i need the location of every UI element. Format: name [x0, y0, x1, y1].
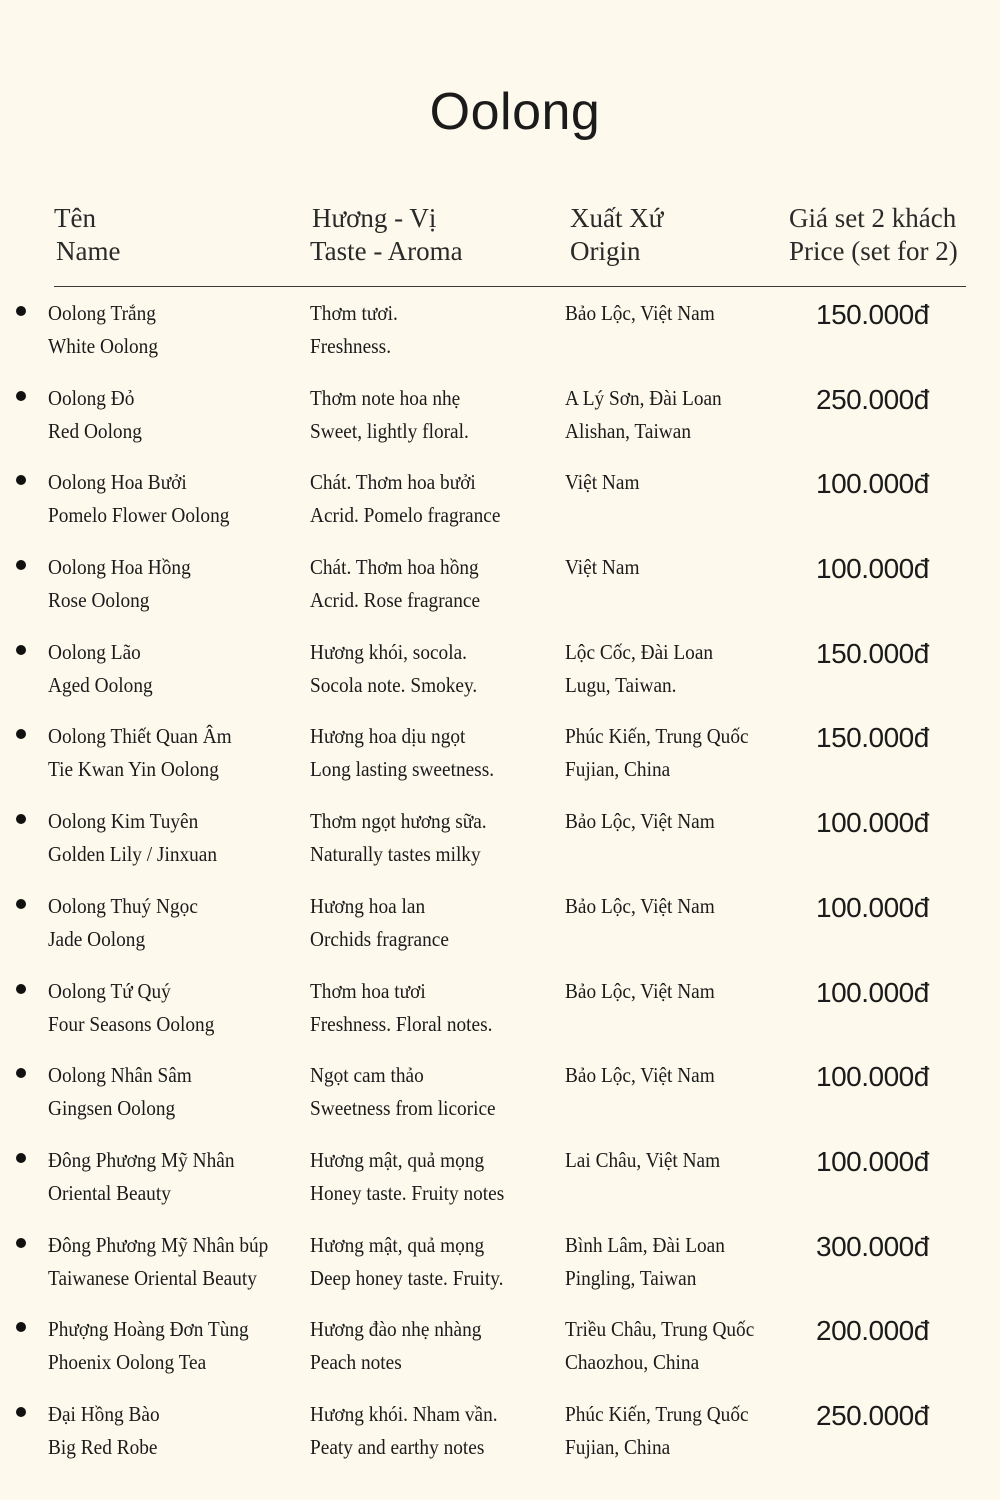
item-origin-vi: Bảo Lộc, Việt Nam — [565, 893, 715, 918]
item-name-vi: Oolong Trắng — [48, 301, 156, 325]
item-origin — [565, 1059, 715, 1092]
menu-item — [0, 1059, 1000, 1144]
item-name-vi: Oolong Kim Tuyên — [48, 809, 199, 834]
item-origin — [565, 805, 715, 838]
item-origin-vi: A Lý Sơn, Đài Loan — [565, 385, 722, 410]
item-taste — [310, 1313, 481, 1379]
item-price: 150.000đ — [816, 299, 929, 330]
item-name-en: Pomelo Flower Oolong — [48, 503, 230, 528]
item-taste — [310, 805, 487, 871]
item-name-en: Red Oolong — [48, 418, 142, 443]
header-divider — [54, 286, 966, 287]
bullet-icon — [16, 729, 26, 739]
item-origin-vi: Bảo Lộc, Việt Nam — [565, 1063, 715, 1088]
item-taste — [310, 551, 480, 617]
header-origin — [570, 202, 663, 268]
item-name — [48, 805, 217, 871]
bullet-icon — [16, 645, 26, 655]
item-name — [48, 382, 142, 448]
item-taste — [310, 890, 449, 956]
menu-item — [0, 551, 1000, 636]
item-taste-vi: Thơm note hoa nhẹ — [310, 385, 461, 410]
item-taste-en: Long lasting sweetness. — [310, 757, 495, 782]
bullet-icon — [16, 1153, 26, 1163]
item-origin — [565, 1144, 720, 1177]
item-name-vi: Đông Phương Mỹ Nhân — [48, 1147, 235, 1172]
header-taste — [312, 202, 463, 268]
item-origin — [565, 382, 722, 448]
item-taste-vi: Hương mật, quả mọng — [310, 1147, 485, 1172]
menu-item — [0, 297, 1000, 382]
menu-item — [0, 975, 1000, 1060]
header-origin-vi: Xuất Xứ — [570, 203, 664, 233]
bullet-icon — [16, 1322, 26, 1332]
item-name-vi: Đông Phương Mỹ Nhân búp — [48, 1232, 269, 1257]
item-name-en: Oriental Beauty — [48, 1180, 171, 1205]
item-name — [48, 1398, 160, 1464]
item-taste-en: Deep honey taste. Fruity. — [310, 1265, 504, 1290]
item-origin — [565, 975, 715, 1008]
menu-item — [0, 890, 1000, 975]
item-taste — [310, 975, 492, 1041]
item-taste-en: Peaty and earthy notes — [310, 1434, 485, 1459]
item-price: 200.000đ — [816, 1315, 929, 1347]
item-name-vi: Oolong Lão — [48, 639, 141, 664]
item-origin-vi: Phúc Kiến, Trung Quốc — [565, 1401, 749, 1426]
item-price: 100.000đ — [816, 553, 929, 585]
item-name-en: Big Red Robe — [48, 1434, 158, 1459]
item-name-en: Rose Oolong — [48, 588, 150, 613]
page-title: Oolong — [429, 83, 601, 141]
bullet-icon — [16, 1238, 26, 1248]
item-price: 100.000đ — [816, 976, 929, 1008]
bullet-icon — [16, 560, 26, 570]
item-name-en: Taiwanese Oriental Beauty — [48, 1265, 257, 1290]
header-name — [54, 202, 120, 268]
item-taste-vi: Chát. Thơm hoa bưởi — [310, 470, 476, 495]
item-taste-vi: Thơm hoa tươi — [310, 978, 426, 1003]
item-price: 150.000đ — [816, 722, 929, 754]
item-name-vi: Oolong Hoa Hồng — [48, 555, 191, 580]
item-origin-en: Lugu, Taiwan. — [565, 672, 677, 697]
item-name — [48, 975, 214, 1041]
item-origin — [565, 551, 639, 584]
item-price: 100.000đ — [816, 1061, 929, 1093]
menu-item — [0, 1229, 1000, 1314]
item-name — [48, 720, 232, 786]
item-origin-en: Fujian, China — [565, 1434, 671, 1459]
header-name-vi: Tên — [54, 203, 96, 233]
item-taste-en: Freshness. — [310, 334, 392, 358]
item-name-vi: Oolong Nhân Sâm — [48, 1063, 192, 1088]
menu-item — [0, 720, 1000, 805]
item-origin-en: Alishan, Taiwan — [565, 418, 691, 443]
header-origin-en: Origin — [570, 236, 641, 266]
item-price: 100.000đ — [816, 807, 929, 839]
item-taste — [310, 1059, 496, 1125]
item-taste-en: Acrid. Pomelo fragrance — [310, 503, 501, 528]
item-taste-vi: Ngọt cam thảo — [310, 1063, 424, 1088]
item-origin-en: Pingling, Taiwan — [565, 1265, 697, 1290]
item-origin — [565, 1229, 725, 1295]
item-name-vi: Oolong Tứ Quý — [48, 978, 171, 1003]
header-name-en: Name — [56, 236, 121, 266]
item-name-en: White Oolong — [48, 334, 158, 358]
menu-item — [0, 636, 1000, 721]
item-taste-en: Acrid. Rose fragrance — [310, 588, 481, 613]
item-name-vi: Oolong Thuý Ngọc — [48, 893, 198, 918]
item-taste-vi: Hương hoa lan — [310, 893, 426, 918]
item-taste-en: Freshness. Floral notes. — [310, 1011, 493, 1036]
item-taste-vi: Hương hoa dịu ngọt — [310, 724, 466, 749]
item-origin-vi: Bình Lâm, Đài Loan — [565, 1232, 725, 1257]
item-taste-en: Peach notes — [310, 1350, 402, 1375]
bullet-icon — [16, 475, 26, 485]
item-origin-en: Chaozhou, China — [565, 1350, 700, 1375]
item-taste-en: Orchids fragrance — [310, 926, 449, 951]
item-taste-vi: Hương mật, quả mọng — [310, 1232, 485, 1257]
bullet-icon — [16, 1068, 26, 1078]
item-name-vi: Đại Hồng Bào — [48, 1401, 160, 1426]
item-price: 250.000đ — [816, 383, 929, 415]
item-name — [48, 890, 198, 956]
item-taste-vi: Thơm ngọt hương sữa. — [310, 809, 487, 834]
item-name-en: Four Seasons Oolong — [48, 1011, 215, 1036]
item-name — [48, 1144, 235, 1210]
bullet-icon — [16, 1407, 26, 1417]
item-price: 250.000đ — [816, 1399, 929, 1431]
item-taste-vi: Hương đào nhẹ nhàng — [310, 1317, 482, 1342]
item-origin-vi: Việt Nam — [565, 555, 640, 580]
item-taste — [310, 297, 398, 363]
item-origin-vi: Triều Châu, Trung Quốc — [565, 1317, 755, 1342]
menu-item — [0, 1313, 1000, 1398]
menu-item — [0, 382, 1000, 467]
item-taste-en: Sweetness from licorice — [310, 1096, 496, 1121]
header-taste-vi: Hương - Vị — [312, 203, 437, 233]
item-price: 100.000đ — [816, 468, 929, 500]
item-name — [48, 551, 191, 617]
item-name-vi: Oolong Đỏ — [48, 385, 135, 410]
bullet-icon — [16, 814, 26, 824]
item-name-en: Phoenix Oolong Tea — [48, 1350, 207, 1375]
item-taste-en: Honey taste. Fruity notes — [310, 1180, 505, 1205]
item-price: 300.000đ — [816, 1230, 929, 1262]
item-taste-vi: Hương khói, socola. — [310, 639, 467, 664]
menu-item — [0, 1144, 1000, 1229]
item-name-en: Jade Oolong — [48, 926, 146, 951]
item-name-en: Golden Lily / Jinxuan — [48, 842, 218, 867]
item-taste — [310, 636, 477, 702]
item-name-en: Gingsen Oolong — [48, 1096, 176, 1121]
bullet-icon — [16, 984, 26, 994]
header-price-vi: Giá set 2 khách — [789, 203, 957, 233]
item-name — [48, 297, 158, 363]
item-taste — [310, 1398, 498, 1464]
item-taste — [310, 1229, 504, 1295]
header-price-en: Price (set for 2) — [789, 236, 958, 266]
item-price: 100.000đ — [816, 1145, 929, 1177]
item-taste-vi: Thơm tươi. — [310, 301, 398, 325]
item-taste-en: Socola note. Smokey. — [310, 672, 478, 697]
item-name-en: Tie Kwan Yin Oolong — [48, 757, 219, 782]
item-origin-vi: Bảo Lộc, Việt Nam — [565, 978, 715, 1003]
item-origin — [565, 720, 749, 786]
item-price: 150.000đ — [816, 637, 929, 669]
item-name-vi: Oolong Hoa Bưởi — [48, 470, 187, 495]
item-origin — [565, 1398, 749, 1464]
item-origin — [565, 636, 713, 702]
item-price: 100.000đ — [816, 891, 929, 923]
item-origin-vi: Việt Nam — [565, 470, 640, 495]
item-origin-vi: Phúc Kiến, Trung Quốc — [565, 724, 749, 749]
item-name — [48, 636, 153, 702]
item-origin — [565, 1313, 754, 1379]
header-price — [789, 202, 958, 268]
item-name-en: Aged Oolong — [48, 672, 153, 697]
item-taste-en: Sweet, lightly floral. — [310, 418, 469, 443]
item-origin — [565, 297, 715, 330]
header-taste-en: Taste - Aroma — [310, 236, 463, 266]
item-origin-vi: Lộc Cốc, Đài Loan — [565, 639, 714, 664]
item-name-vi: Phượng Hoàng Đơn Tùng — [48, 1317, 249, 1342]
bullet-icon — [16, 899, 26, 909]
item-taste-vi: Chát. Thơm hoa hồng — [310, 555, 479, 580]
item-name — [48, 466, 229, 532]
item-taste — [310, 466, 500, 532]
menu-item — [0, 466, 1000, 551]
bullet-icon — [16, 391, 26, 401]
item-taste-vi: Hương khói. Nham vần. — [310, 1401, 498, 1426]
item-origin-vi: Lai Châu, Việt Nam — [565, 1147, 721, 1172]
item-taste — [310, 1144, 504, 1210]
item-origin-en: Fujian, China — [565, 757, 671, 782]
menu-item — [0, 1398, 1000, 1482]
bullet-icon — [16, 306, 26, 316]
item-taste — [310, 382, 469, 448]
menu-item — [0, 805, 1000, 890]
item-name — [48, 1229, 268, 1295]
menu-list — [0, 297, 1000, 1482]
item-name — [48, 1059, 192, 1125]
item-origin-vi: Bảo Lộc, Việt Nam — [565, 301, 715, 325]
item-taste-en: Naturally tastes milky — [310, 842, 481, 867]
item-origin — [565, 466, 639, 499]
item-origin — [565, 890, 715, 923]
item-name — [48, 1313, 249, 1379]
item-taste — [310, 720, 494, 786]
item-name-vi: Oolong Thiết Quan Âm — [48, 724, 232, 749]
item-origin-vi: Bảo Lộc, Việt Nam — [565, 809, 715, 834]
